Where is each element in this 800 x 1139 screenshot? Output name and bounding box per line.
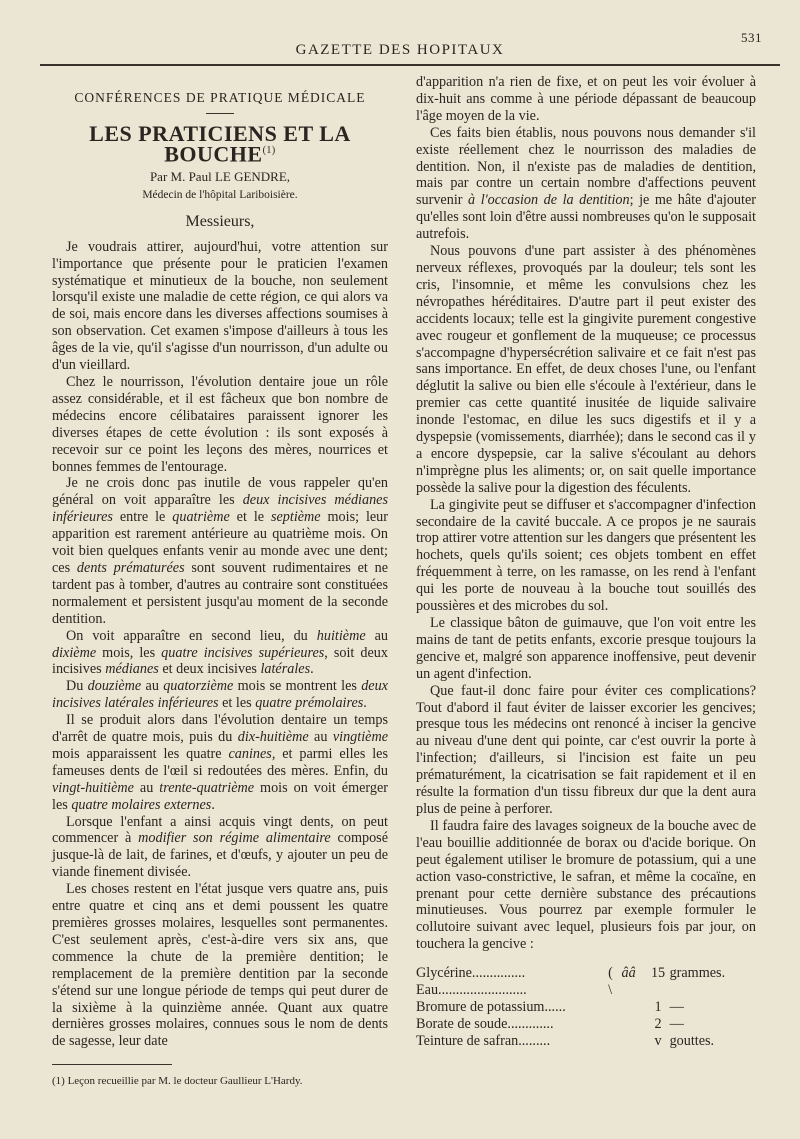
formula-unit: gouttes. bbox=[669, 1033, 715, 1050]
formula-ingredient: Teinture de safran......... bbox=[416, 1033, 551, 1050]
paragraph-gingivite: La gingivite peut se diffuser et s'accompagner d'infection secondaire de la cavité buccale. A ce propos je ne saurais trop attirer votre attention sur les dangers que présentent les hochets, quels qu'ils soient; ces objets tombent en effet fréquemment à terre, on les ramasse, on les rend à l'enfant qui les porte de nouveau à la bouche tout souillés des poussières et des microbes du sol. bbox=[416, 496, 756, 615]
paragraph-incisives-superieures: On voit apparaître en second lieu, du huitième au dixième mois, les quatre incisives supérieures, soit deux incisives médianes et deux incisives latérales. bbox=[52, 627, 388, 678]
formula-unit: — bbox=[669, 999, 684, 1016]
formula-row bbox=[416, 1016, 756, 1033]
formula-unit: grammes. bbox=[669, 965, 726, 982]
paragraph-intro: Je voudrais attirer, aujourd'hui, votre attention sur l'importance que présente pour le praticien l'examen systématique et minutieux de la bouche, non seulement lorsqu'il existe une maladie de cette région, ce qui alors va de soi, mais encore dans les diverses affections soumises à son observation. Cet examen s'impose d'ailleurs à tous les âges de la vie, qu'il s'agisse d'un nourrisson, d'un adulte ou d'un vieillard. bbox=[52, 238, 388, 374]
formula-row bbox=[416, 965, 756, 982]
formula-number: 15 bbox=[650, 965, 666, 982]
formula-row bbox=[416, 982, 756, 999]
left-column bbox=[52, 72, 388, 1090]
paragraph-continuation: d'apparition n'a rien de fixe, et on peut les voir évoluer à dix-huit ans comme à une période dépassant de beaucoup l'âge moyen de la vie. bbox=[416, 74, 756, 124]
paragraph-canines: Il se produit alors dans l'évolution dentaire un temps d'arrêt de quatre mois, puis du dix-huitième au vingtième mois apparaissent les quatre canines, et parmi elles les fameuses dents de l'œil si redoutées des mères. Enfin, du vingt-huitième au trente-quatrième mois on voit émerger les quatre molaires externes. bbox=[52, 712, 388, 813]
paragraph-nourrisson: Chez le nourrisson, l'évolution dentaire joue un rôle assez considérable, et il est fâcheux que bon nombre de médecins encore célibataires paraissent ignorer les diverses étapes de cette évolution : ils sont exposés à recevoir sur ce point les leçons des mères, nourrices et bonnes femmes de l'entourage. bbox=[52, 374, 388, 475]
formula-row bbox=[416, 999, 756, 1016]
section-rule bbox=[206, 113, 234, 114]
formula-ingredient: Bromure de potassium...... bbox=[416, 999, 566, 1016]
formula-qty: ââ bbox=[621, 965, 636, 982]
formula-number: v bbox=[654, 1033, 662, 1050]
formula-brace: ( bbox=[608, 965, 613, 982]
footnote-rule bbox=[52, 1064, 172, 1065]
page-number: 531 bbox=[741, 30, 762, 45]
formula-number: 2 bbox=[654, 1016, 662, 1033]
article-title-text: LES PRATICIENS ET LA BOUCHE bbox=[89, 120, 351, 167]
byline: Par M. Paul LE GENDRE, bbox=[149, 169, 291, 185]
paragraph-guimauve: Le classique bâton de guimauve, que l'on voit entre les mains de tant de petits enfants, excorie presque toujours la gencive et, malgré son apparence inoffensive, peut devenir un agent d'infection. bbox=[416, 615, 756, 682]
paragraph-molaires: Les choses restent en l'état jusque vers quatre ans, puis entre quatre et cinq ans et demi poussent les quatre premières grosses molaires, lesquelles sont permanentes. C'est seulement après, c'est-à-dire vers six ans, que commence la chute de la première dentition; le remplacement de la première dentition par la seconde s'étend sur une longue période de temps qui peut durer de la sixième à la quinzième année. Quant aux quatre dernières grosses molaires, connues sous le nom de dents de sagesse, leur date bbox=[52, 881, 388, 1050]
right-column bbox=[416, 74, 756, 1050]
paragraph-maladies-dentition: Ces faits bien établis, nous pouvons nous demander s'il existe réellement chez le nourrisson des maladies de dentition. Non, il n'existe pas de maladies de dentition, mais par contre un certain nombre d'affections peuvent survenir à l'occasion de la dentition; je me hâte d'ajouter qu'elles sont loin d'être aussi nombreuses qu'on le supposait autrefois. bbox=[416, 124, 756, 243]
article-title bbox=[52, 120, 388, 167]
running-head: GAZETTE DES HOPITAUX bbox=[295, 42, 505, 58]
title-footnote-marker: (1) bbox=[262, 144, 276, 156]
formula-unit: — bbox=[669, 1016, 684, 1033]
affiliation: Médecin de l'hôpital Lariboisière. bbox=[142, 188, 298, 201]
paragraph-incisives-inferieures: Je ne crois donc pas inutile de vous rappeler qu'en général on voit apparaître les deux incisives médianes inférieures entre le quatrième et le septième mois; leur apparition est rarement antérieure au quatrième mois. On voit bien quelques enfants venir au monde avec une dent; ces dents prématurées sont souvent rudimentaires et ne tardent pas à tomber, d'autres au contraire sont constituées normalement et persistent jusqu'au moment de la seconde dentition. bbox=[52, 475, 389, 627]
formula-ingredient: Glycérine............... bbox=[416, 965, 526, 982]
paragraph-phenomenes: Nous pouvons d'une part assister à des phénomènes nerveux réflexes, provoqués par la douleur; tels sont les cris, l'insomnie, et même les convulsions chez les névropathes héréditaires. D'autre part il peut exister des accidents locaux; telle est la gingivite purement congestive avec rougeur et gonflement de la muqueuse; ce processus s'accompagne d'hypersécrétion salivaire et ce fait n'est pas sans importance. En effet, de deux choses l'une, ou l'enfant déglutit la salive ou bien elle s'écoule à l'extérieur, dans le premier cas cette quantité inusitée de liquide salivaire inonde l'estomac, en dilue les sucs digestifs et il y a dyspepsie (vomissements, diarrhée); dans le second cas il y a encore dyspepsie, car la salive s'écoulant au dehors n'imprègne plus les aliments; or, on sait quelle importance possède la salive pour la digestion des féculents. bbox=[416, 243, 756, 496]
salutation: Messieurs, bbox=[185, 212, 255, 230]
section-heading: CONFÉRENCES DE PRATIQUE MÉDICALE bbox=[74, 90, 366, 105]
paragraph-complications: Que faut-il donc faire pour éviter ces complications? Tout d'abord il faut éviter de laisser excorier les gencives; presque tous les médecins ont renoncé à inciser la gencive au niveau d'une dent qui pointe, car c'est ouvrir la porte à l'infection; d'ailleurs, si l'incision est faite un peu prématurément, la cicatrisation se fait rapidement et il en résulte la formation d'un tissu fibreux dur que la dent aura plus de peine à perforer. bbox=[416, 682, 756, 817]
footnote: (1) Leçon recueillie par M. le docteur Gaullieur L'Hardy. bbox=[52, 1075, 303, 1088]
paragraph-lavages: Il faudra faire des lavages soigneux de la bouche avec de l'eau bouillie additionnée de borax ou d'acide borique. On peut également utiliser le bromure de potassium, qui a une action vaso-constrictive, le safran, et même la cocaïne, en prenant pour cette dernière substance des précautions minutieuses. Vous pourrez par exemple formuler le collutoire suivant avec lequel, plusieurs fois par jour, on touchera la gencive : bbox=[416, 817, 756, 953]
formula-number: 1 bbox=[654, 999, 662, 1016]
paragraph-premolaires: Du douzième au quatorzième mois se montrent les deux incisives latérales inférieures et les quatre prémolaires. bbox=[52, 678, 388, 712]
header-rule bbox=[40, 64, 780, 66]
formula-brace: \ bbox=[608, 982, 613, 999]
paragraph-regime: Lorsque l'enfant a ainsi acquis vingt dents, on peut commencer à modifier son régime alimentaire composé jusque-là de lait, de farines, et d'œufs, y ajouter un peu de viande finement divisée. bbox=[52, 813, 388, 881]
formula-row bbox=[416, 1033, 756, 1050]
prescription-formula bbox=[416, 965, 756, 1050]
formula-ingredient: Eau......................... bbox=[416, 982, 527, 999]
formula-ingredient: Borate de soude............. bbox=[416, 1016, 554, 1033]
